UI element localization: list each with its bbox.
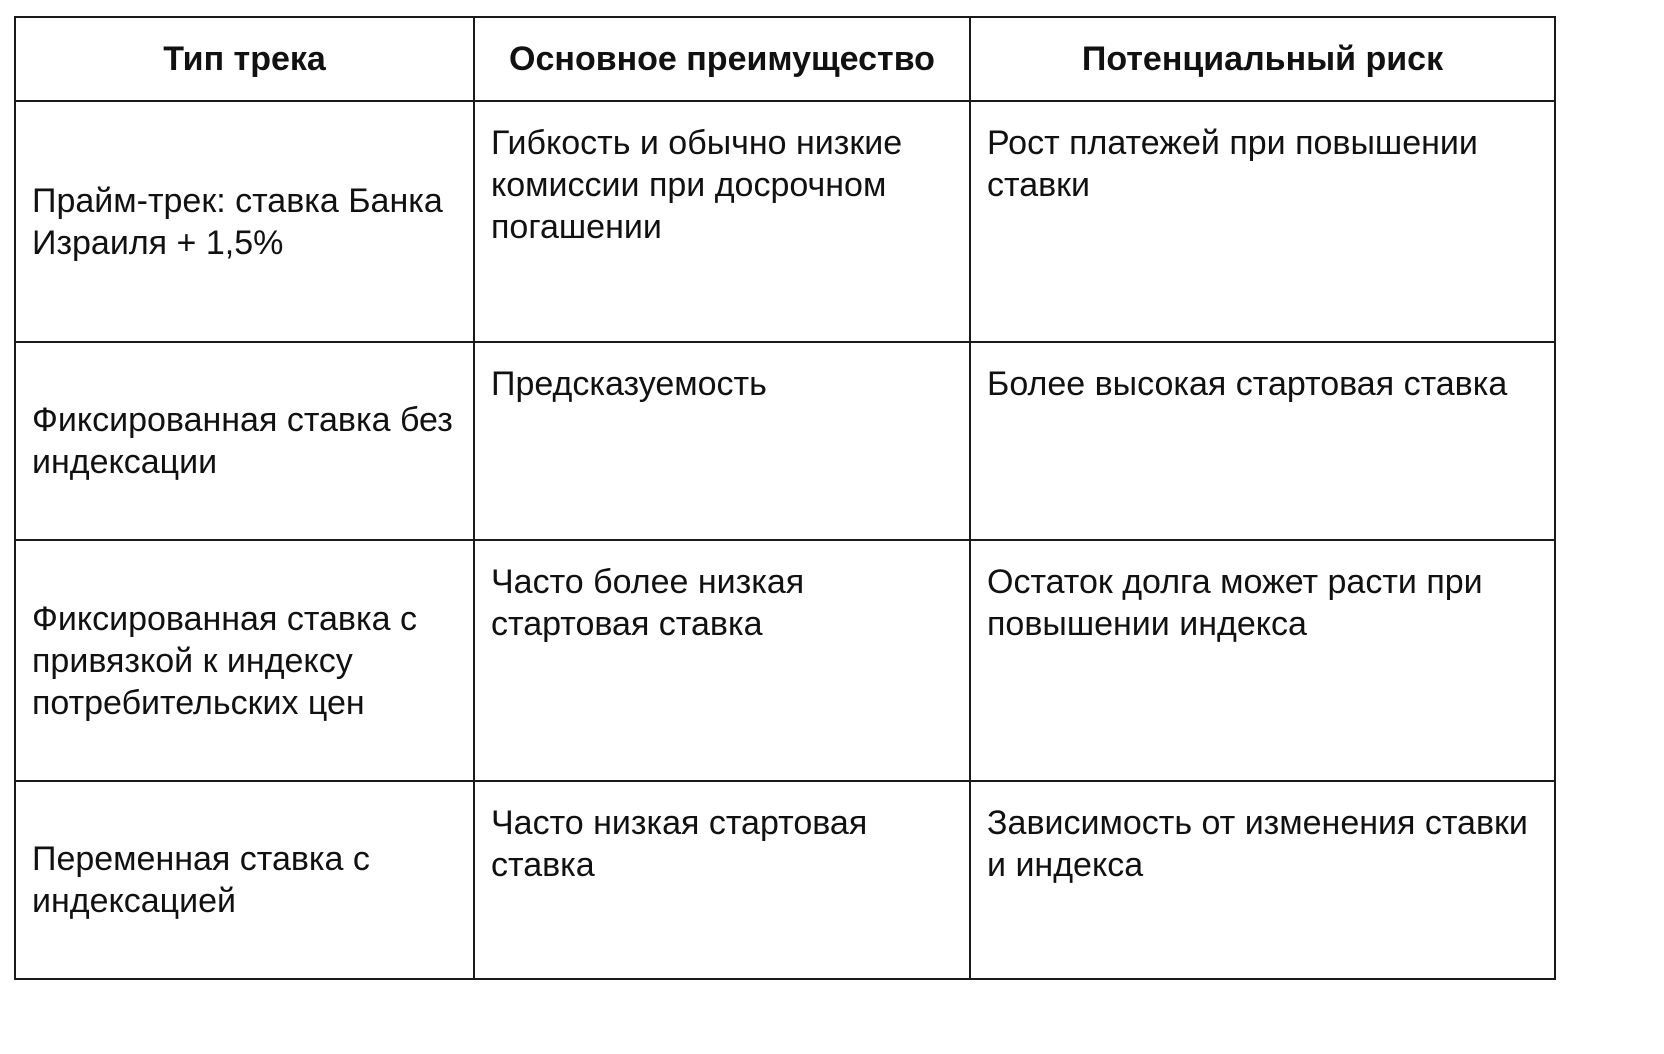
table-row — [15, 781, 1555, 979]
table-body — [15, 101, 1555, 979]
risk-cell: Зависимость от изменения ставки и индекса — [970, 781, 1555, 979]
mortgage-tracks-table — [14, 16, 1556, 980]
advantage-cell: Гибкость и обычно низкие комиссии при досрочном погашении — [474, 101, 970, 342]
header-track-type: Тип трека — [15, 17, 474, 101]
track-type-cell: Прайм-трек: ставка Банка Израиля + 1,5% — [15, 101, 474, 342]
track-type-cell: Переменная ставка с индексацией — [15, 781, 474, 979]
risk-cell: Рост платежей при повышении ставки — [970, 101, 1555, 342]
track-type-cell: Фиксированная ставка с привязкой к индексу потребительских цен — [15, 540, 474, 781]
advantage-cell: Часто более низкая стартовая ставка — [474, 540, 970, 781]
advantage-cell: Часто низкая стартовая ставка — [474, 781, 970, 979]
table-row — [15, 342, 1555, 540]
table-row — [15, 540, 1555, 781]
track-type-cell: Фиксированная ставка без индексации — [15, 342, 474, 540]
risk-cell: Более высокая стартовая ставка — [970, 342, 1555, 540]
header-row — [15, 17, 1555, 101]
table-row — [15, 101, 1555, 342]
risk-cell: Остаток долга может расти при повышении индекса — [970, 540, 1555, 781]
header-potential-risk: Потенциальный риск — [970, 17, 1555, 101]
table-header — [15, 17, 1555, 101]
advantage-cell: Предсказуемость — [474, 342, 970, 540]
header-main-advantage: Основное преимущество — [474, 17, 970, 101]
